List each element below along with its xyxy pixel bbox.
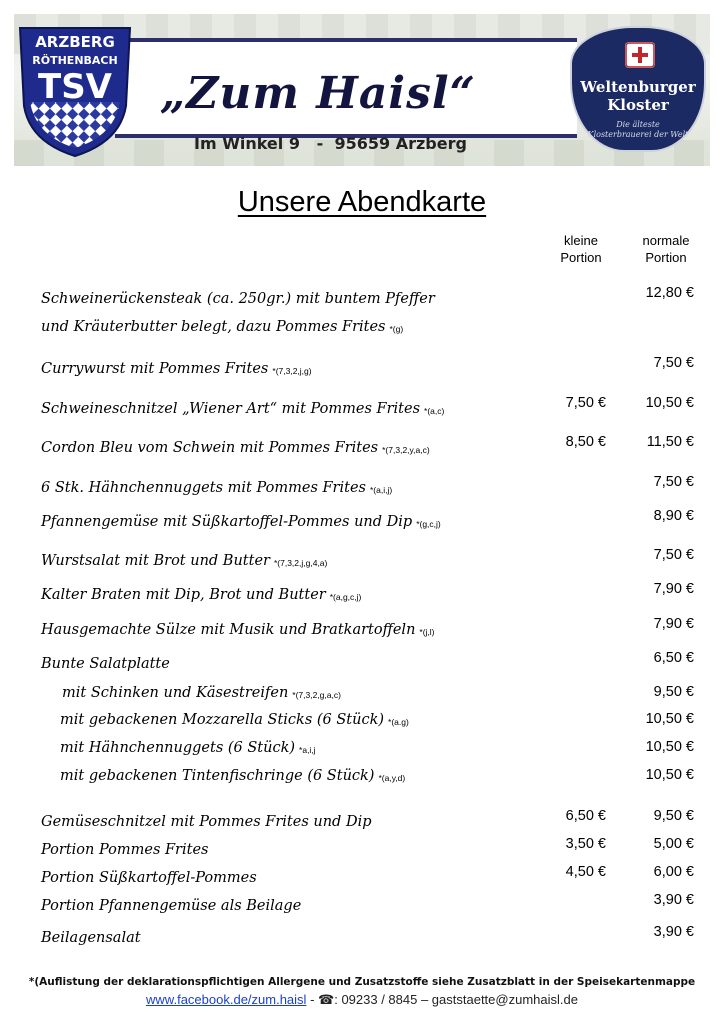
price-normal: 10,50 € [645, 767, 694, 783]
menu-item [0, 434, 724, 470]
menu-item [0, 319, 724, 349]
brewery-tagline-line1: Die älteste [616, 120, 660, 129]
price-normal: 8,90 € [653, 508, 694, 524]
phone-and-email: 09233 / 8845 – gaststaette@zumhaisl.de [337, 992, 578, 1007]
brewery-name-line2: Kloster [607, 96, 669, 114]
menu-item [0, 924, 724, 960]
facebook-link[interactable]: www.facebook.de/zum.haisl [146, 992, 307, 1007]
club-logo-bottom: TSV [38, 67, 112, 107]
price-normal: 10,50 € [645, 739, 694, 755]
menu-item [0, 547, 724, 583]
menu-item [0, 474, 724, 510]
contact-line [0, 992, 724, 1008]
contact-separator: - [306, 992, 319, 1007]
price-normal: 11,50 € [646, 434, 694, 450]
price-normal: 6,00 € [653, 864, 694, 880]
item-name: Pfannengemüse mit Süßkartoffel-Pommes und Dip *(g,c,j) [41, 514, 441, 530]
column-head-normal: normale Portion [642, 233, 690, 265]
price-normal: 7,50 € [653, 355, 694, 371]
allergen-note: *(Auflistung der deklarationspflichtigen Allergene und Zusatzstoffe siehe Zusatzblatt in der Speisekartenmappe [28, 976, 696, 988]
price-small: 6,50 € [565, 808, 606, 824]
price-normal: 10,50 € [645, 395, 694, 411]
item-name: mit gebackenen Mozzarella Sticks (6 Stück) *(a.g) [60, 712, 409, 728]
price-normal: 7,50 € [653, 547, 694, 563]
brewery-crest-icon [625, 42, 655, 68]
address: Im Winkel 9 - 95659 Arzberg [194, 134, 467, 153]
item-name: Schweineschnitzel „Wiener Art“ mit Pommes Frites *(a,c) [41, 401, 445, 417]
menu-item [0, 355, 724, 391]
menu-item [0, 616, 724, 652]
price-small: 7,50 € [565, 395, 606, 411]
price-normal: 7,90 € [653, 581, 694, 597]
brewery-tagline-line2: Klosterbrauerei der Welt [587, 130, 689, 139]
club-logo-middle: RÖTHENBACH [32, 54, 118, 67]
item-name: 6 Stk. Hähnchennuggets mit Pommes Frites *(a,i,j) [41, 480, 393, 496]
brewery-logo [570, 26, 706, 152]
price-normal: 7,90 € [653, 616, 694, 632]
price-normal: 3,90 € [653, 892, 694, 908]
restaurant-name: „Zum Haisl“ [160, 68, 476, 119]
item-name: Portion Pfannengemüse als Beilage [41, 898, 302, 914]
brewery-name-line1: Weltenburger [580, 78, 696, 96]
price-normal: 5,00 € [653, 836, 694, 852]
item-name: mit Hähnchennuggets (6 Stück) *a,i,j [60, 740, 316, 756]
price-normal: 9,50 € [653, 684, 694, 700]
price-small: 8,50 € [565, 434, 606, 450]
item-name: Cordon Bleu vom Schwein mit Pommes Frites *(7,3,2,y,a,c) [41, 440, 430, 456]
item-name: Portion Pommes Frites [41, 842, 209, 858]
price-small: 3,50 € [565, 836, 606, 852]
price-normal: 7,50 € [653, 474, 694, 490]
price-normal: 3,90 € [653, 924, 694, 940]
menu-item [0, 712, 724, 742]
item-name: und Kräuterbutter belegt, dazu Pommes Frites *(g) [41, 319, 404, 335]
item-name: mit Schinken und Käsestreifen *(7,3,2,g,a,c) [62, 685, 341, 701]
menu-item [0, 285, 724, 321]
item-name: mit gebackenen Tintenfischringe (6 Stück) *(a,y,d) [60, 768, 406, 784]
price-small: 4,50 € [565, 864, 606, 880]
item-name: Bunte Salatplatte [41, 656, 170, 672]
menu-item [0, 581, 724, 617]
item-name: Gemüseschnitzel mit Pommes Frites und Dip [41, 814, 372, 830]
item-name: Hausgemachte Sülze mit Musik und Bratkartoffeln *(j,l) [41, 622, 435, 638]
menu-item [0, 395, 724, 431]
item-name: Schweinerückensteak (ca. 250gr.) mit buntem Pfeffer [41, 291, 435, 307]
menu-item [0, 650, 724, 686]
menu-item [0, 768, 724, 798]
column-head-small: kleine Portion [560, 233, 602, 265]
item-name: Portion Süßkartoffel-Pommes [41, 870, 257, 886]
telephone-icon: ☎: [318, 992, 338, 1007]
menu-title: Unsere Abendkarte [237, 186, 487, 218]
club-logo-top: ARZBERG [35, 33, 115, 51]
item-name: Currywurst mit Pommes Frites *(7,3,2,j,g) [41, 361, 312, 377]
item-name: Beilagensalat [41, 930, 141, 946]
item-name: Wurstsalat mit Brot und Butter *(7,3,2,j,g,4,a) [41, 553, 328, 569]
menu-item [0, 740, 724, 770]
price-normal: 9,50 € [653, 808, 694, 824]
menu-item [0, 508, 724, 544]
price-normal: 6,50 € [653, 650, 694, 666]
price-normal: 12,80 € [645, 285, 694, 301]
item-name: Kalter Braten mit Dip, Brot und Butter *(a,g,c,j) [41, 587, 362, 603]
tsv-club-logo [16, 18, 134, 158]
price-normal: 10,50 € [645, 711, 694, 727]
